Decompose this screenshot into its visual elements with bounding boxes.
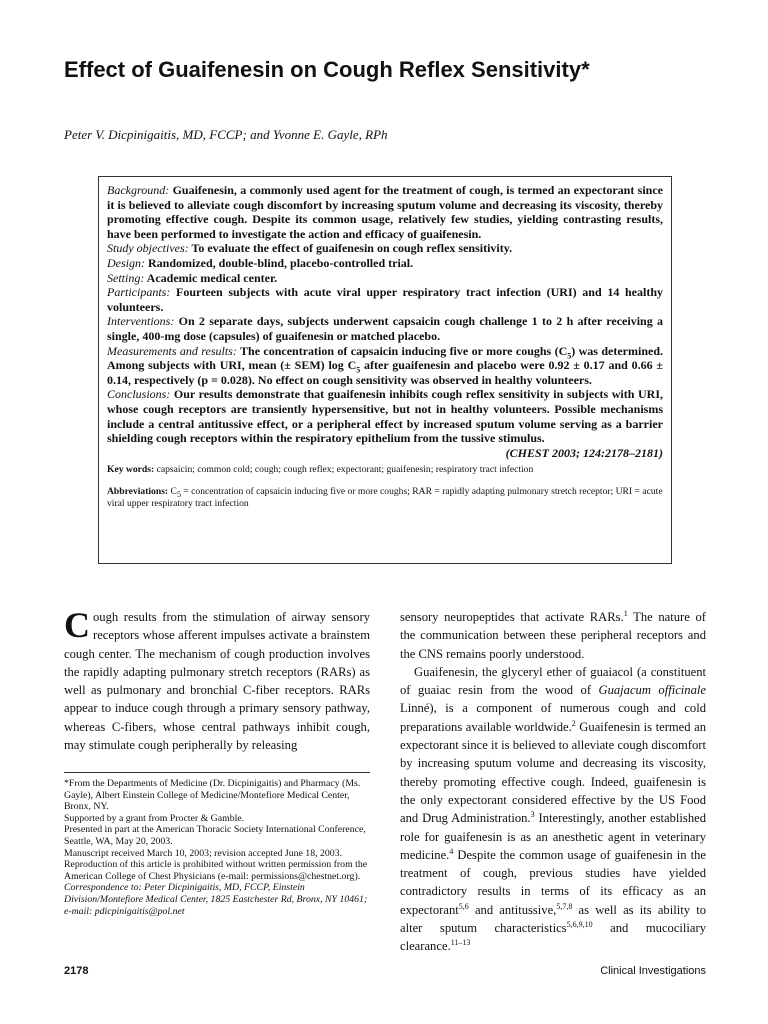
abstract-box [98, 176, 672, 564]
p2-text-e: Despite the common usage of guaifenesin in the treatment of cough, previous studies have yielded contradictory results in terms of its efficacy as an expectorant [400, 847, 706, 917]
body-paragraph-1 [400, 608, 706, 663]
abstract-conclusions [107, 387, 663, 460]
abbreviations [107, 486, 663, 510]
abstract-interventions [107, 314, 663, 343]
footnotes [64, 778, 370, 917]
reference-superscript: 5,6 [458, 901, 469, 911]
abstract-participants [107, 285, 663, 314]
keywords-text: capsaicin; common cold; cough; cough reflex; expectorant; guaifenesin; respiratory tract infection [156, 463, 534, 475]
species-name: Guajacum officinale [598, 683, 706, 698]
body-column-right [400, 608, 706, 956]
background-text: Guaifenesin, a commonly used agent for the treatment of cough, is termed an expectorant since it is believed to alleviate cough discomfort by increasing sputum volume and decreasing its viscosity, thereby promoting effective cough. Despite its common usage, relatively few studies, yielding contrasting results, have been performed to investigate the action and efficacy of guaifenesin. [107, 183, 664, 241]
setting-label: Setting: [107, 270, 145, 285]
footnote-support: Supported by a grant from Procter & Gamble. [64, 812, 245, 824]
abstract-measurements [107, 344, 663, 388]
p2-text-g: as well as its ability to alter sputum characteristics [400, 902, 706, 936]
p2-text-h: and mucociliary clearance. [400, 921, 706, 954]
abstract-body [107, 183, 664, 460]
drop-cap: C [64, 605, 90, 645]
abbreviations-label: Abbreviations: [107, 485, 169, 497]
footnote-reproduction: Reproduction of this article is prohibited without written permission from the American College of Chest Physicians (e-mail: permissions@chestnet.org). [64, 859, 368, 882]
measurements-text-c: after guaifenesin and placebo were 0.92 ± 0.17 and 0.66 ± 0.14, respectively (p = 0.028). No effect on cough sensitivity was observed in healthy volunteers. [107, 358, 663, 387]
p2-text-f: and antitussive, [468, 902, 557, 917]
body-column-left [64, 605, 370, 754]
footnote-divider [64, 772, 370, 773]
c5-subscript: 5 [567, 350, 572, 360]
footnote-affiliation: *From the Departments of Medicine (Dr. Dicpinigaitis) and Pharmacy (Ms. Gayle), Albert Einstein College of Medicine/Montefiore Medical Center, Bronx, NY. [64, 778, 361, 813]
abstract-background [107, 183, 663, 241]
abbr-c: C [170, 485, 177, 497]
section-name: Clinical Investigations [600, 965, 706, 977]
reference-superscript: 5,7,8 [556, 901, 573, 911]
keywords [107, 464, 663, 476]
keywords-label: Key words: [107, 463, 155, 475]
reference-superscript: 3 [530, 810, 535, 820]
abbr-subscript: 5 [176, 489, 181, 499]
participants-label: Participants: [107, 285, 171, 300]
reference-superscript: 5,6,9,10 [566, 919, 593, 929]
footnote-received: Manuscript received March 10, 2003; revision accepted June 18, 2003. [64, 847, 343, 859]
conclusions-label: Conclusions: [107, 387, 171, 402]
author-line: Peter V. Dicpinigaitis, MD, FCCP; and Yvonne E. Gayle, RPh [64, 127, 388, 142]
p2-text-c: Guaifenesin is termed an expectorant since it is believed to alleviate cough discomfort by increasing sputum volume and decreasing its viscosity, thereby promoting effective cough. Indeed, guaifenesin is the only expectorant considered effective by the US Food and Drug Administration. [400, 719, 706, 826]
reference-superscript: 11–13 [450, 938, 471, 948]
measurements-text-a: The concentration of capsaicin inducing five or more coughs (C [240, 343, 568, 358]
page-number: 2178 [64, 965, 89, 977]
design-label: Design: [107, 255, 145, 270]
design-text: Randomized, double-blind, placebo-controlled trial. [148, 255, 414, 270]
body-paragraph-2 [400, 663, 706, 956]
reference-superscript: 2 [571, 718, 576, 728]
background-label: Background: [107, 183, 170, 197]
measurements-label: Measurements and results: [107, 343, 237, 358]
article-title: Effect of Guaifenesin on Cough Reflex Sensitivity* [64, 57, 590, 82]
p2-text-a: Guaifenesin, the glyceryl ether of guaiacol (a constituent of guaiac resin from the wood of [400, 664, 706, 698]
c5-subscript: 5 [356, 365, 361, 375]
reference-superscript: 1 [623, 608, 628, 618]
conclusions-text: Our results demonstrate that guaifenesin inhibits cough reflex sensitivity in subjects with URI, whose cough receptors are transiently hypersensitive, but not in healthy volunteers. Possible mechanisms include a central antitussive effect, or a peripheral effect by increased sputum volume serving as a barrier shielding cough receptors within the respiratory epithelium from the tussive stimulus. [107, 387, 663, 446]
p1-text-b: The nature of the communication between these peripheral receptors and the CNS remains poorly understood. [400, 610, 706, 661]
participants-text: Fourteen subjects with acute viral upper respiratory tract infection (URI) and 14 healthy volunteers. [107, 285, 664, 314]
measurements-text-b: ) was determined. Among subjects with URI, mean (± SEM) log C [107, 343, 663, 373]
p2-text-d: Interestingly, another established role for guaifenesin is as an anesthetic agent in veterinary medicine. [400, 811, 707, 862]
journal-citation: (CHEST 2003; 124:2178–2181) [505, 445, 663, 460]
intro-text: ough results from the stimulation of airway sensory receptors whose afferent impulses activate a brainstem cough center. The mechanism of cough production involves the rapidly adapting pulmonary stretch receptors (RARs) as well as pulmonary and bronchial C-fiber receptors. RARs appear to induce cough through a primary sensory pathway, whereas C-fibers, whose central pathways inhibit cough, may stimulate cough peripherally by releasing [64, 610, 370, 753]
p2-text-b: Linné), is a component of numerous cough and cold preparations available worldwide. [400, 701, 706, 734]
intro-paragraph [64, 605, 370, 754]
abstract-design [107, 256, 663, 271]
p1-text-a: sensory neuropeptides that activate RARs. [400, 610, 624, 624]
abstract-setting [107, 271, 663, 286]
abstract-objectives [107, 241, 663, 256]
objectives-label: Study objectives: [107, 241, 189, 256]
objectives-text: To evaluate the effect of guaifenesin on cough reflex sensitivity. [191, 241, 513, 256]
reference-superscript: 4 [449, 846, 454, 856]
footnote-correspondence: Correspondence to: Peter Dicpinigaitis, MD, FCCP, Einstein Division/Montefiore Medical Center, 1825 Eastchester Rd, Bronx, NY 10461; e-mail: pdicpinigaitis@pol.net [64, 882, 368, 917]
footnote-presented: Presented in part at the American Thoracic Society International Conference, Seattle, WA, May 20, 2003. [64, 824, 366, 847]
interventions-text: On 2 separate days, subjects underwent capsaicin cough challenge 1 to 2 h after receiving a single, 400-mg dose (capsules) of guaifenesin or matched placebo. [107, 314, 664, 343]
abbreviations-text: = concentration of capsaicin inducing five or more coughs; RAR = rapidly adapting pulmonary stretch receptor; URI = acute viral upper respiratory tract infection [107, 485, 663, 509]
setting-text: Academic medical center. [146, 270, 278, 285]
interventions-label: Interventions: [107, 314, 175, 329]
